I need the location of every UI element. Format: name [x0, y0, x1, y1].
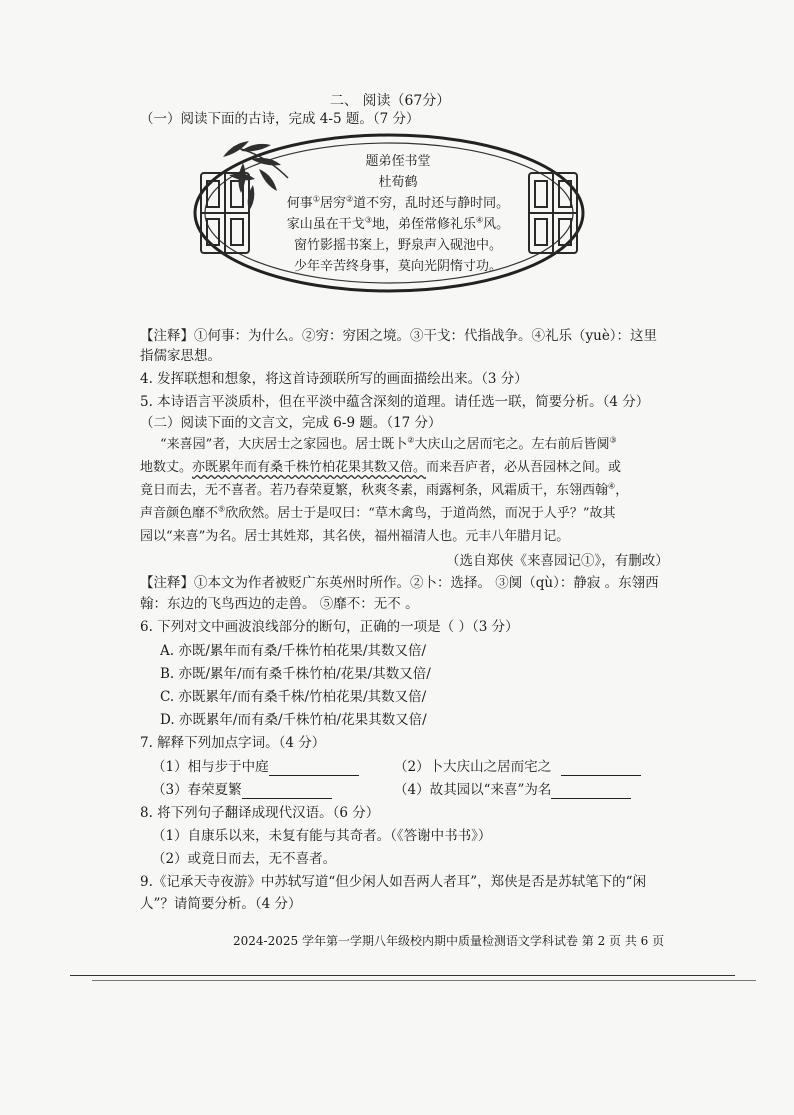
q7-item-4: （4）故其园以“来喜”为名 [394, 781, 631, 799]
answer-blank[interactable] [242, 784, 332, 799]
question-7: 7. 解释下列加点字词。（4 分） [140, 735, 326, 751]
q8-item-2: （2）或竟日而去，无不喜者。 [152, 851, 337, 867]
part2-note-line-2: 翰：东边的飞鸟西边的走兽。 ⑤靡不：无不 。 [140, 596, 419, 612]
poem-line-3: 窗竹影摇书案上，野泉声入砚池中。 [293, 238, 502, 253]
poem-title: 题弟侄书堂 [365, 154, 431, 169]
option-a: A. 亦既/累年而有桑/千株竹柏花果/其数又倍/ [160, 643, 427, 659]
q7-item-1: （1）相与步于中庭 [152, 758, 359, 776]
passage-line-3: 竟日而去，无不喜者。若乃春荣夏繁，秋爽冬素，雨露柯条，风霜质干，东翎西翰④， [140, 481, 629, 498]
part1-note-line-1: 【注释】①何事：为什么。②穷：穷困之境。③干戈：代指战争。④礼乐（yuè）：这里 [140, 328, 658, 344]
wavy-underlined-sentence: 亦既累年而有桑千株竹柏花果其数又倍。 [192, 460, 427, 475]
question-9-line-1: 9.《记承天寺夜游》中苏轼写道“但少闲人如吾两人者耳”，郑侠是否是苏轼笔下的“闲 [140, 874, 647, 890]
option-b: B. 亦既/累年/而有桑千株竹柏/花果/其数又倍/ [160, 666, 431, 682]
poem-line-1: 何事①居穷②道不穷，乱时还与静时同。 [286, 194, 510, 211]
poem-line-2: 家山虽在干戈③地，弟侄常修礼乐④风。 [286, 215, 510, 232]
answer-blank[interactable] [551, 784, 631, 799]
part2-heading: （二）阅读下面的文言文，完成 6-9 题。（17 分） [140, 415, 442, 431]
passage-line-2: 地数丈。亦既累年而有桑千株竹柏花果其数又倍。而来吾庐者，必从吾园林之间。或 [140, 460, 622, 475]
q7-item-2: （2）卜大庆山之居而宅之 [394, 758, 641, 776]
option-c: C. 亦既累年/而有桑千株/竹柏花果/其数又倍/ [160, 689, 427, 705]
poem-author: 杜荀鹤 [378, 175, 418, 190]
question-5: 5. 本诗语言平淡质朴，但在平淡中蕴含深刻的道理。请任选一联，简要分析。（4 分） [140, 394, 650, 410]
question-6: 6. 下列对文中画波浪线部分的断句，正确的一项是（ ）（3 分） [140, 619, 519, 635]
bottom-rule-secondary [92, 980, 756, 981]
q7-item-3: （3）春荣夏繁 [152, 781, 332, 799]
page-footer: 2024-2025 学年第一学期八年级校内期中质量检测语文学科试卷 第 2 页 共 6 页 [233, 934, 665, 948]
part1-heading: （一）阅读下面的古诗，完成 4-5 题。（7 分） [140, 111, 420, 127]
question-4: 4. 发挥联想和想象，将这首诗颈联所写的画面描绘出来。（3 分） [140, 371, 528, 387]
bottom-rule [70, 975, 735, 976]
part2-note-line-1: 【注释】①本文为作者被贬广东英州时所作。②卜：选择。 ③阒（qù）：静寂 。东翎西 [140, 575, 659, 591]
question-8: 8. 将下列句子翻译成现代汉语。（6 分） [140, 805, 380, 821]
passage-line-1: “来喜园”者，大庆居士之家园也。居士既卜②大庆山之居而宅之。左右前后皆阒③ [160, 435, 617, 452]
section-title: 二、 阅读（67分） [330, 93, 451, 109]
q8-item-1: （1）自康乐以来，未复有能与其奇者。（《答谢中书书》） [152, 828, 492, 844]
answer-blank[interactable] [561, 761, 641, 776]
passage-line-5: 园以“来喜”为名。居士其姓郑，其名侠，福州福清人也。元丰八年腊月记。 [140, 529, 570, 544]
option-d: D. 亦既累年/而有桑/千株竹柏/花果其数又倍/ [160, 712, 427, 728]
question-9-line-2: 人”？请简要分析。（4 分） [140, 896, 302, 912]
passage-source: （选自郑侠《来喜园记①》，有删改） [446, 553, 669, 569]
poem-line-4: 少年辛苦终身事，莫向光阴惰寸功。 [293, 259, 502, 274]
part1-note-line-2: 指儒家思想。 [140, 348, 221, 364]
passage-line-4: 声音颜色靡不⑤欣欣然。居士于是叹曰：“草木禽鸟，于道尚然，而况于人乎？”故其 [140, 504, 616, 521]
answer-blank[interactable] [269, 761, 359, 776]
